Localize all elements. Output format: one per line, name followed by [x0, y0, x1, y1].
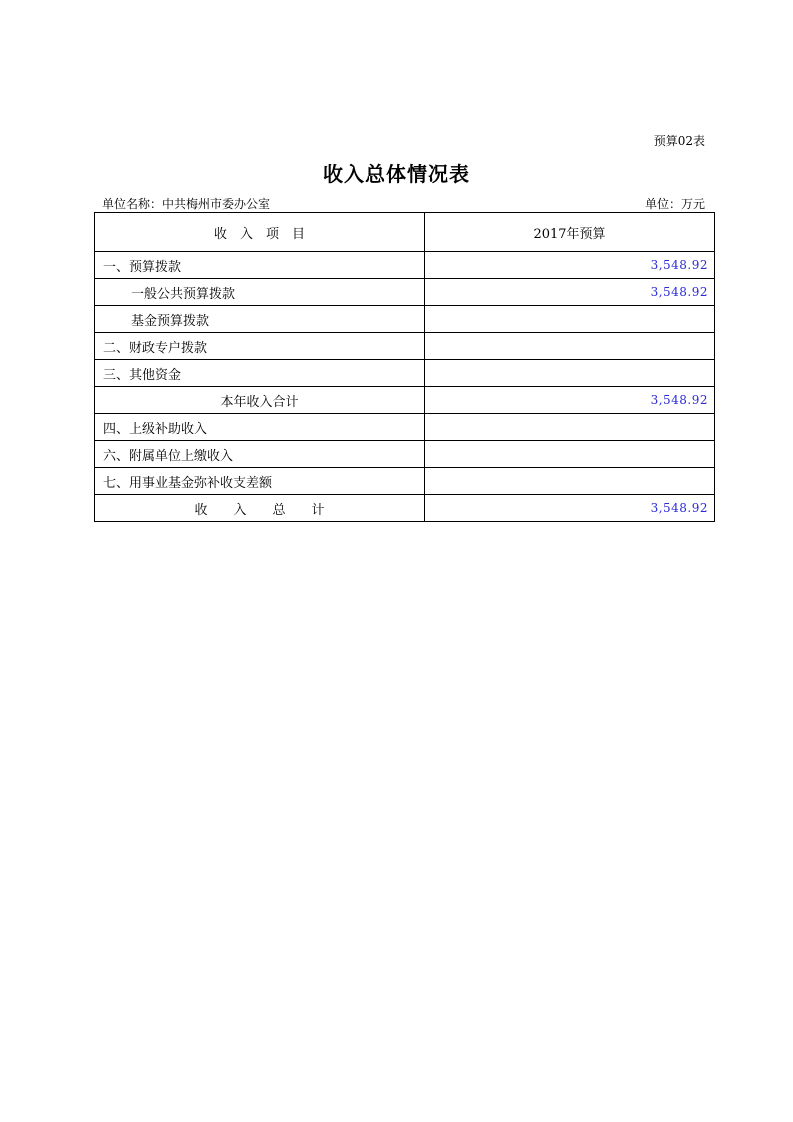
row-value [425, 441, 715, 468]
row-label: 四、上级补助收入 [95, 414, 425, 441]
row-label: 一般公共预算拨款 [95, 279, 425, 306]
row-label: 三、其他资金 [95, 360, 425, 387]
table-row [95, 306, 715, 333]
row-label: 收 入 总 计 [95, 495, 425, 522]
form-code: 预算02表 [653, 134, 705, 148]
row-label: 本年收入合计 [95, 387, 425, 414]
table-header-row [95, 213, 715, 252]
row-value [425, 414, 715, 441]
row-label: 二、财政专户拨款 [95, 333, 425, 360]
row-label: 一、预算拨款 [95, 252, 425, 279]
row-value [425, 306, 715, 333]
table-row-subtotal [95, 387, 715, 414]
row-value: 3,548.92 [425, 387, 715, 414]
table-row [95, 441, 715, 468]
table-row-total [95, 495, 715, 522]
page-title: 收入总体情况表 [323, 162, 470, 186]
table-row [95, 279, 715, 306]
row-value: 3,548.92 [425, 252, 715, 279]
row-value: 3,548.92 [425, 279, 715, 306]
row-value: 3,548.92 [425, 495, 715, 522]
table-row [95, 333, 715, 360]
row-value [425, 360, 715, 387]
unit-name: 单位名称：中共梅州市委办公室 [102, 197, 271, 211]
row-value [425, 468, 715, 495]
row-value [425, 333, 715, 360]
row-label: 六、附属单位上缴收入 [95, 441, 425, 468]
unit-of-measure: 单位：万元 [644, 197, 705, 211]
column-header-budget: 2017年预算 [425, 213, 715, 252]
table-row [95, 252, 715, 279]
row-label: 基金预算拨款 [95, 306, 425, 333]
table-row [95, 360, 715, 387]
table-row [95, 468, 715, 495]
row-label: 七、用事业基金弥补收支差额 [95, 468, 425, 495]
income-table [94, 212, 715, 522]
table-row [95, 414, 715, 441]
column-header-item: 收 入 项 目 [95, 213, 425, 252]
